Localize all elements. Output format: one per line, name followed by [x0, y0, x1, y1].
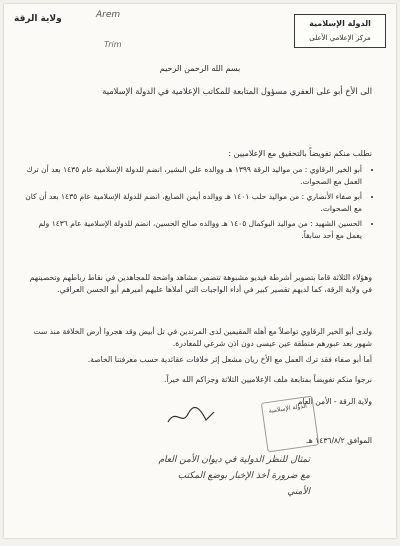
logo-line-2: مركز الإعلامي الأعلى: [309, 34, 371, 42]
persons-list: [24, 164, 372, 245]
person-item: • الحسين الشهيد : من مواليد البوكمال ١٤٠٥ هـ ووالده صالح الحسين، انضم للدولة الإسلامية عام ١٤٣٦ ولم يعمل مع أحد سابقاً.: [24, 218, 362, 241]
document-page: [4, 4, 396, 538]
paragraph-2: ولدى أبو الخير الرقاوي تواصلاً مع أهله المقيمين لدى المرتدين في تل أبيض وقد هجروا أرض الخلافة منذ ست شهور بعد عبورهم منطقة عين عيسى دون اذن شرعي للمغادرة.: [33, 327, 372, 348]
logo-line-1: الدولة الإسلامية: [309, 19, 371, 28]
closing-state: ولاية الرقة - الأمن العام: [297, 397, 372, 406]
request-line: نطلب منكم تفويضاً بالتحقيق مع الإعلاميين :: [228, 149, 372, 158]
paragraph-1: وهؤلاء الثلاثة قاما بتصوير أشرطة فيديو مشبوهة تتضمن مشاهد واضحة للمجاهدين في نقاط رباطهم وتحصينهم في ولاية الرقة، كما لديهم تقصير كبير في أداء الواجبات التي أملاها عليهم أميرهم أبو الحسن العراقي.: [29, 273, 372, 294]
person-item: • أبو الخير الرقاوي : من مواليد الرقة ١٣٩٩ هـ ووالده علي البشير، انضم للدولة الإسلامية عام ١٤٣٥ بعد أن ترك العمل مع الصحوات.: [24, 164, 362, 187]
state-logo: [294, 14, 386, 48]
basmala: بسم الله الرحمن الرحيم: [159, 64, 241, 73]
handwritten-name: Arem: [96, 10, 121, 20]
recipient-line: الى الأخ أبو على العفري مسؤول المتابعة للمكاتب الإعلامية في الدولة الإسلامية: [102, 86, 372, 96]
handwritten-line-3: الأمني: [287, 487, 310, 497]
handwritten-line-2: مع ضرورة أخذ الإخبار بوضع المكتب: [177, 471, 310, 481]
official-stamp: [261, 396, 319, 453]
person-item: • أبو صفاء الأنصاري : من مواليد حلب ١٤٠١ هـ ووالده أيمن الصايغ، انضم للدولة الإسلامية عام ١٤٣٥ بعد أن كان مع الصحوات.: [24, 191, 362, 214]
handwritten-line-1: تمثال للنظر الدولية في ديوان الأمن العام: [158, 455, 310, 465]
paragraph-3: أما أبو صفاء فقد ترك العمل مع الأخ ريان مشعل إثر خلافات عقائدية حسب معرفتنا الخاصة.: [87, 355, 372, 364]
province-header: ولاية الرقة: [14, 14, 62, 24]
closing-date: الموافق ١٤٣٦/٨/٢ هـ: [306, 436, 372, 445]
handwritten-note: [100, 452, 310, 500]
signature-mark: [166, 404, 216, 428]
stamp-text: الدولة الإسلامية: [268, 402, 308, 415]
paragraph-4: نرجوا منكم تفويضاً بمتابعة ملف الإعلاميين الثلاثة وجزاكم الله خيراً.: [163, 375, 372, 384]
handwritten-annotation: Trim: [104, 40, 122, 49]
